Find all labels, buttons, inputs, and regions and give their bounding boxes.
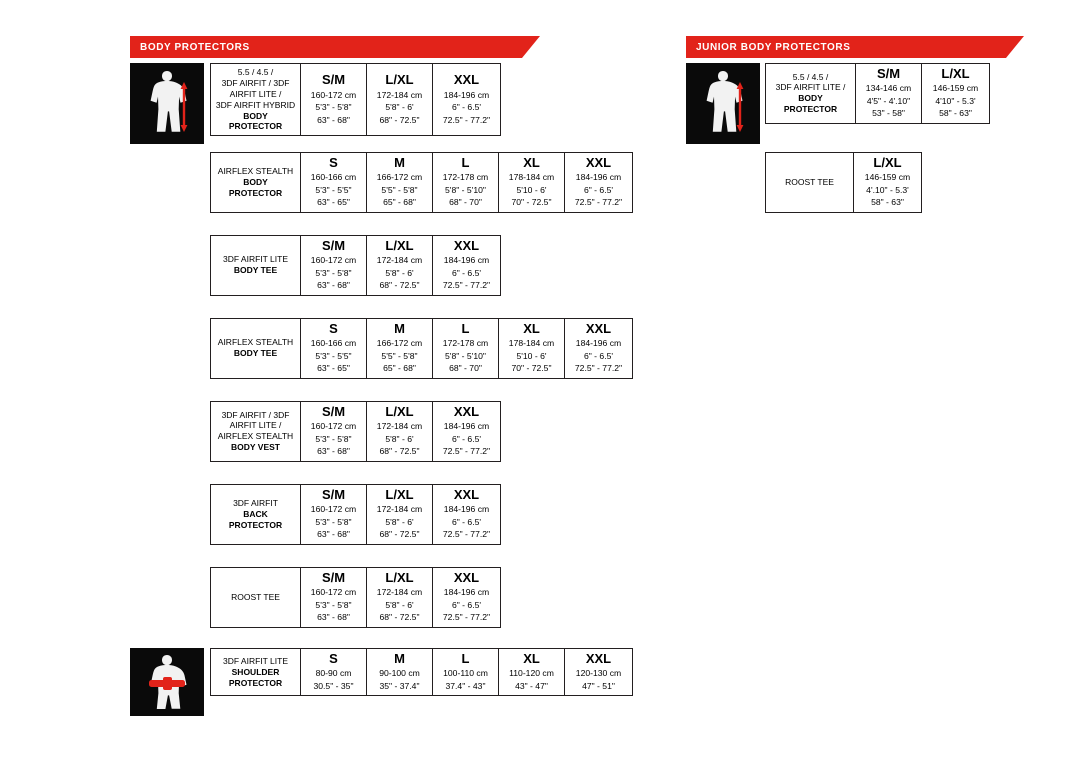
size-cell-l — [433, 319, 499, 379]
label-line: 3DF AIRFIT LITE / — [775, 82, 846, 93]
size-label: XXL — [585, 321, 612, 336]
row-label-body-protector — [211, 64, 301, 136]
size-metric: 172-184 cm — [376, 421, 423, 432]
size-label: XXL — [585, 651, 612, 666]
size-cell-sm — [856, 64, 922, 124]
size-metric: 5'3" - 5'5" — [315, 350, 352, 361]
label-line: AIRFIT LITE / — [229, 88, 282, 99]
size-metric: 63" - 68" — [317, 114, 350, 125]
size-label: M — [394, 321, 405, 336]
size-metric: 80-90 cm — [315, 668, 352, 679]
label-line: ROOST TEE — [231, 591, 280, 602]
size-metric: 65" - 68" — [383, 197, 416, 208]
table-roost-tee — [210, 567, 501, 628]
size-cell-sm — [301, 568, 367, 628]
label-line: 3DF AIRFIT / 3DF — [221, 409, 290, 420]
size-metric: 146-159 cm — [932, 83, 979, 94]
size-cell-lxl — [367, 402, 433, 462]
size-cell-xl — [499, 319, 565, 379]
size-metric: 184-196 cm — [443, 255, 490, 266]
size-metric: 4'5" - 4'.10" — [866, 95, 911, 106]
table-body-protector — [210, 63, 501, 136]
size-metric: 43" - 47" — [515, 680, 548, 691]
table-row — [211, 649, 633, 696]
figure-body-protector — [130, 63, 204, 144]
size-label: S — [329, 155, 338, 170]
size-cell-s — [301, 319, 367, 379]
size-label: XXL — [453, 238, 480, 253]
label-strong: PROTECTOR — [228, 121, 283, 132]
size-metric: 5'10 - 6' — [516, 184, 547, 195]
size-metric: 5'3" - 5'8" — [315, 267, 352, 278]
size-label: M — [394, 651, 405, 666]
size-label: S/M — [321, 404, 346, 419]
size-label: M — [394, 155, 405, 170]
size-label: XL — [523, 651, 540, 666]
size-metric: 68" - 72.5" — [379, 612, 420, 623]
size-metric: 90-100 cm — [379, 668, 420, 679]
label-line: 3DF AIRFIT LITE — [222, 254, 289, 265]
size-metric: 172-184 cm — [376, 255, 423, 266]
table-airflex-stealth-body-tee — [210, 318, 633, 379]
size-metric: 37.4" - 43" — [445, 680, 486, 691]
size-metric: 63" - 68" — [317, 529, 350, 540]
table-row — [766, 153, 922, 213]
size-metric: 160-172 cm — [310, 587, 357, 598]
size-label: XXL — [453, 404, 480, 419]
size-cell-l — [433, 649, 499, 696]
table-row — [211, 568, 501, 628]
row-label-back-protector — [211, 485, 301, 545]
row-label-3df-airfit-lite-body-tee — [211, 236, 301, 296]
size-metric: 70" - 72.5" — [511, 197, 552, 208]
size-label: S/M — [321, 570, 346, 585]
row-label-airflex-stealth-body-tee — [211, 319, 301, 379]
size-metric: 5'8" - 6' — [385, 102, 414, 113]
size-label: S/M — [321, 487, 346, 502]
label-line: 5.5 / 4.5 / — [792, 71, 829, 82]
size-metric: 6" - 6.5' — [451, 102, 482, 113]
size-metric: 72.5" - 77.2" — [442, 529, 491, 540]
size-metric: 160-172 cm — [310, 255, 357, 266]
label-line: AIRFLEX STEALTH — [217, 166, 294, 177]
size-cell-xxl — [433, 402, 501, 462]
size-metric: 166-172 cm — [376, 172, 423, 183]
size-metric: 4'10" - 5.3' — [935, 95, 976, 106]
figure-shoulder-protector — [130, 648, 204, 716]
size-cell-sm — [301, 236, 367, 296]
size-metric: 5'5" - 5'8" — [381, 350, 418, 361]
figure-junior-body-protector — [686, 63, 760, 144]
size-metric: 58" - 63" — [871, 197, 904, 208]
size-label: L/XL — [385, 238, 414, 253]
size-cell-lxl — [367, 236, 433, 296]
size-metric: 72.5" - 77.2" — [574, 363, 623, 374]
size-cell-m — [367, 649, 433, 696]
size-metric: 5'8" - 6' — [385, 516, 414, 527]
size-metric: 68" - 70" — [449, 363, 482, 374]
size-label: XXL — [453, 72, 480, 88]
size-metric: 72.5" - 77.2" — [574, 197, 623, 208]
size-cell-xxl — [433, 236, 501, 296]
size-metric: 160-172 cm — [310, 504, 357, 515]
size-metric: 120-130 cm — [575, 668, 622, 679]
size-cell-lxl — [367, 64, 433, 136]
table-row — [211, 485, 501, 545]
size-cell-xl — [499, 153, 565, 213]
size-metric: 72.5" - 77.2" — [442, 446, 491, 457]
size-cell-m — [367, 153, 433, 213]
size-metric: 172-178 cm — [442, 338, 489, 349]
table-back-protector — [210, 484, 501, 545]
size-metric: 6" - 6.5' — [451, 267, 482, 278]
size-metric: 63" - 68" — [317, 612, 350, 623]
size-metric: 184-196 cm — [443, 504, 490, 515]
size-metric: 6" - 6.5' — [451, 599, 482, 610]
label-strong: PROTECTOR — [228, 519, 283, 530]
size-label: L/XL — [941, 66, 970, 81]
label-line: AIRFLEX STEALTH — [217, 337, 294, 348]
label-strong: BODY TEE — [233, 348, 278, 359]
size-label: S — [329, 651, 338, 666]
size-label: L — [461, 155, 470, 170]
size-metric: 172-184 cm — [376, 587, 423, 598]
size-metric: 68" - 70" — [449, 197, 482, 208]
size-metric: 63" - 65" — [317, 363, 350, 374]
label-strong: PROTECTOR — [228, 677, 283, 688]
size-metric: 35" - 37.4" — [379, 680, 420, 691]
size-cell-xxl — [565, 319, 633, 379]
size-metric: 5'8" - 6' — [385, 267, 414, 278]
label-line: ROOST TEE — [785, 176, 834, 187]
label-strong: BODY VEST — [231, 442, 280, 453]
label-strong: BODY — [798, 93, 823, 104]
size-cell-s — [301, 153, 367, 213]
size-cell-xxl — [565, 649, 633, 696]
size-cell-xxl — [565, 153, 633, 213]
size-metric: 172-184 cm — [376, 504, 423, 515]
size-cell-lxl — [367, 485, 433, 545]
size-cell-sm — [301, 485, 367, 545]
size-metric: 70" - 72.5" — [511, 363, 552, 374]
size-label: XXL — [585, 155, 612, 170]
size-label: S/M — [876, 66, 901, 81]
size-label: S — [329, 321, 338, 336]
table-row — [211, 319, 633, 379]
size-metric: 6" - 6.5' — [451, 516, 482, 527]
label-line: 5.5 / 4.5 / — [237, 67, 274, 77]
table-airflex-stealth-body-protector — [210, 152, 633, 213]
size-metric: 5'8" - 5'10" — [445, 350, 486, 361]
label-line: 3DF AIRFIT HYBRID — [215, 99, 296, 110]
table-row — [766, 64, 990, 124]
size-metric: 5'3" - 5'8" — [315, 516, 352, 527]
label-strong: BODY TEE — [233, 265, 278, 276]
table-row — [211, 402, 501, 462]
size-metric: 4'.10" - 5.3' — [866, 184, 909, 195]
label-line: AIRFIT LITE / — [229, 420, 282, 431]
size-metric: 5'8" - 6' — [385, 599, 414, 610]
size-metric: 184-196 cm — [575, 338, 622, 349]
label-strong: BACK — [243, 508, 268, 519]
table-body-vest — [210, 401, 501, 462]
table-3df-airfit-lite-body-tee — [210, 235, 501, 296]
size-label: XXL — [453, 570, 480, 585]
size-metric: 166-172 cm — [376, 338, 423, 349]
size-metric: 72.5" - 77.2" — [442, 612, 491, 623]
size-metric: 68" - 72.5" — [379, 529, 420, 540]
size-metric: 172-178 cm — [442, 172, 489, 183]
size-cell-l — [433, 153, 499, 213]
label-strong: BODY — [243, 110, 268, 121]
size-metric: 184-196 cm — [443, 587, 490, 598]
label-strong: SHOULDER — [231, 666, 280, 677]
section-banner-label: BODY PROTECTORS — [140, 41, 250, 53]
size-metric: 6" - 6.5' — [583, 350, 614, 361]
label-line: 3DF AIRFIT LITE — [222, 655, 289, 666]
table-row — [211, 153, 633, 213]
section-banner-junior-body-protectors — [686, 36, 1006, 58]
size-metric: 68" - 72.5" — [379, 280, 420, 291]
label-line: AIRFLEX STEALTH — [217, 431, 294, 442]
label-strong: BODY — [243, 176, 268, 187]
size-metric: 47" - 51" — [582, 680, 615, 691]
size-metric: 68" - 72.5" — [379, 446, 420, 457]
size-cell-lxl — [367, 568, 433, 628]
size-cell-m — [367, 319, 433, 379]
size-metric: 53" - 58" — [872, 108, 905, 119]
table-junior-roost-tee — [765, 152, 922, 213]
size-label: S/M — [321, 238, 346, 253]
row-label-shoulder-protector — [211, 649, 301, 696]
size-metric: 63" - 65" — [317, 197, 350, 208]
size-metric: 178-184 cm — [508, 338, 555, 349]
size-metric: 63" - 68" — [317, 280, 350, 291]
size-metric: 5'3" - 5'8" — [315, 433, 352, 444]
size-metric: 5'8" - 6' — [385, 433, 414, 444]
size-metric: 5'3" - 5'8" — [315, 102, 352, 113]
size-metric: 184-196 cm — [575, 172, 622, 183]
table-shoulder-protector — [210, 648, 633, 696]
size-metric: 65" - 68" — [383, 363, 416, 374]
size-metric: 160-172 cm — [310, 89, 357, 100]
size-cell-s — [301, 649, 367, 696]
size-metric: 184-196 cm — [443, 421, 490, 432]
size-metric: 63" - 68" — [317, 446, 350, 457]
size-metric: 110-120 cm — [509, 668, 554, 679]
row-label-junior-body-protector — [766, 64, 856, 124]
size-cell-xxl — [433, 485, 501, 545]
size-label: XL — [523, 321, 540, 336]
label-line: 3DF AIRFIT / 3DF — [221, 77, 290, 88]
size-cell-xxl — [433, 64, 501, 136]
size-label: S/M — [321, 72, 346, 88]
size-label: L/XL — [873, 155, 902, 170]
size-cell-lxl — [854, 153, 922, 213]
label-strong: PROTECTOR — [228, 187, 283, 198]
size-metric: 160-166 cm — [310, 172, 357, 183]
size-metric: 58" - 63" — [939, 108, 972, 119]
size-metric: 172-184 cm — [376, 89, 423, 100]
section-banner-body-protectors — [130, 36, 522, 58]
size-label: L/XL — [385, 72, 414, 88]
size-metric: 160-172 cm — [310, 421, 357, 432]
size-label: XXL — [453, 487, 480, 502]
size-metric: 5'8" - 5'10" — [445, 184, 486, 195]
section-banner-label: JUNIOR BODY PROTECTORS — [696, 41, 851, 53]
row-label-airflex-stealth-body-protector — [211, 153, 301, 213]
size-label: L/XL — [385, 487, 414, 502]
size-cell-sm — [301, 64, 367, 136]
size-metric: 146-159 cm — [864, 172, 911, 183]
size-metric: 72.5" - 77.2" — [442, 114, 491, 125]
size-metric: 100-110 cm — [443, 668, 488, 679]
size-cell-xl — [499, 649, 565, 696]
size-label: L — [461, 651, 470, 666]
size-metric: 5'3" - 5'8" — [315, 599, 352, 610]
size-metric: 5'3" - 5'5" — [315, 184, 352, 195]
size-cell-lxl — [922, 64, 990, 124]
row-label-junior-roost-tee — [766, 153, 854, 213]
table-row — [211, 64, 501, 136]
size-metric: 6" - 6.5' — [451, 433, 482, 444]
size-metric: 160-166 cm — [310, 338, 357, 349]
size-metric: 68" - 72.5" — [379, 114, 420, 125]
size-label: L/XL — [385, 570, 414, 585]
row-label-body-vest — [211, 402, 301, 462]
size-metric: 178-184 cm — [508, 172, 555, 183]
table-row — [211, 236, 501, 296]
size-label: L/XL — [385, 404, 414, 419]
size-metric: 184-196 cm — [443, 89, 490, 100]
size-label: L — [461, 321, 470, 336]
size-metric: 134-146 cm — [865, 83, 912, 94]
size-cell-xxl — [433, 568, 501, 628]
size-metric: 72.5" - 77.2" — [442, 280, 491, 291]
size-metric: 6" - 6.5' — [583, 184, 614, 195]
size-metric: 5'10 - 6' — [516, 350, 547, 361]
size-metric: 30.5" - 35" — [313, 680, 354, 691]
label-line: 3DF AIRFIT — [233, 498, 278, 509]
size-cell-sm — [301, 402, 367, 462]
size-metric: 5'5" - 5'8" — [381, 184, 418, 195]
row-label-roost-tee — [211, 568, 301, 628]
table-junior-body-protector — [765, 63, 990, 124]
size-label: XL — [523, 155, 540, 170]
label-strong: PROTECTOR — [783, 104, 838, 115]
